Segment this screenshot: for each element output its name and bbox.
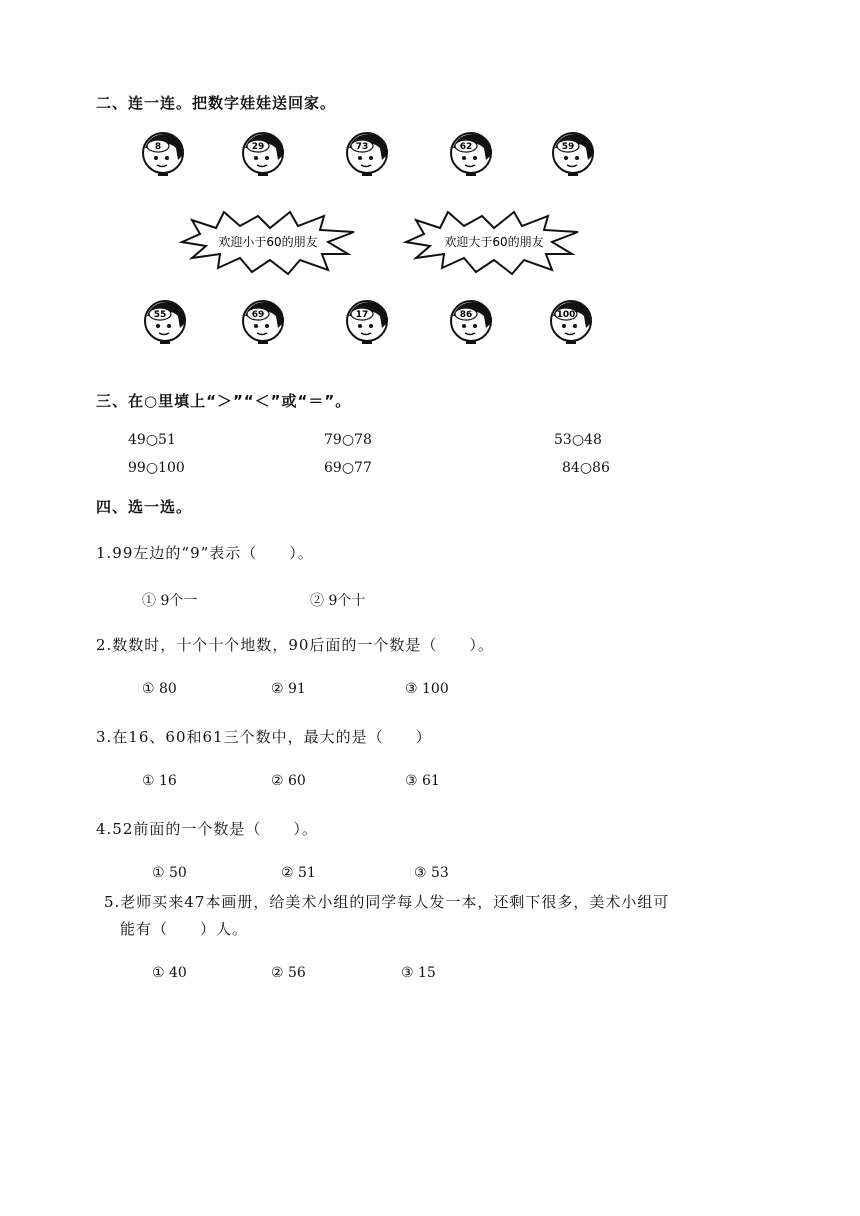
doll-number: 62 <box>459 142 473 152</box>
option[interactable]: ① 40 <box>152 965 187 981</box>
banner-less-label: 欢迎小于60的朋友 <box>218 235 318 249</box>
doll-number: 73 <box>355 142 369 152</box>
number-doll[interactable] <box>142 298 188 344</box>
compare-item[interactable]: 69○77 <box>324 460 372 476</box>
doll-number: 100 <box>556 310 576 320</box>
doll-number: 17 <box>355 310 369 320</box>
compare-item[interactable]: 99○100 <box>128 460 185 476</box>
compare-item[interactable]: 49○51 <box>128 432 176 448</box>
compare-item[interactable]: 79○78 <box>324 432 372 448</box>
option[interactable]: ② 56 <box>271 965 306 981</box>
option[interactable]: ③ 53 <box>414 865 449 881</box>
number-doll[interactable] <box>344 298 390 344</box>
number-doll[interactable] <box>448 298 494 344</box>
banner-less-than-60[interactable] <box>178 208 358 276</box>
banner-greater-label: 欢迎大于60的朋友 <box>444 235 544 249</box>
number-doll[interactable] <box>550 130 596 176</box>
option[interactable]: ① 50 <box>152 865 187 881</box>
compare-item[interactable]: 84○86 <box>562 460 610 476</box>
question-3: 3.在16、60和61三个数中，最大的是（ ） <box>96 728 432 746</box>
doll-number: 86 <box>459 310 473 320</box>
option[interactable]: ② 51 <box>281 865 316 881</box>
section3-title: 三、在○里填上“＞”“＜”或“＝”。 <box>96 392 352 410</box>
doll-number: 69 <box>251 310 265 320</box>
number-doll[interactable] <box>240 298 286 344</box>
number-doll[interactable] <box>448 130 494 176</box>
option[interactable]: ① 9个一 <box>142 593 198 609</box>
number-doll[interactable] <box>140 130 186 176</box>
doll-number: 59 <box>561 142 575 152</box>
question-2: 2.数数时，十个十个地数，90后面的一个数是（ ）。 <box>96 636 494 654</box>
option[interactable]: ② 60 <box>271 773 306 789</box>
compare-item[interactable]: 53○48 <box>554 432 602 448</box>
banner-greater-than-60[interactable] <box>402 208 582 276</box>
question-5: 5.老师买来47本画册，给美术小组的同学每人发一本，还剩下很多，美术小组可 <box>104 893 670 911</box>
option[interactable]: ③ 100 <box>405 681 449 697</box>
question-1: 1.99左边的“9”表示（ ）。 <box>96 544 314 562</box>
number-doll[interactable] <box>548 298 594 344</box>
option[interactable]: ③ 15 <box>401 965 436 981</box>
option[interactable]: ① 80 <box>142 681 177 697</box>
number-doll[interactable] <box>240 130 286 176</box>
section4-title: 四、选一选。 <box>96 498 193 516</box>
doll-number: 29 <box>251 142 265 152</box>
option[interactable]: ③ 61 <box>405 773 440 789</box>
number-doll[interactable] <box>344 130 390 176</box>
option[interactable]: ① 16 <box>142 773 177 789</box>
question-4: 4.52前面的一个数是（ ）。 <box>96 820 318 838</box>
option[interactable]: ② 91 <box>271 681 306 697</box>
doll-number: 8 <box>154 142 162 152</box>
section2-title: 二、连一连。把数字娃娃送回家。 <box>96 94 337 112</box>
question-5-cont: 能有（ ）人。 <box>120 920 249 938</box>
doll-number: 55 <box>153 310 167 320</box>
option[interactable]: ② 9个十 <box>310 593 366 609</box>
